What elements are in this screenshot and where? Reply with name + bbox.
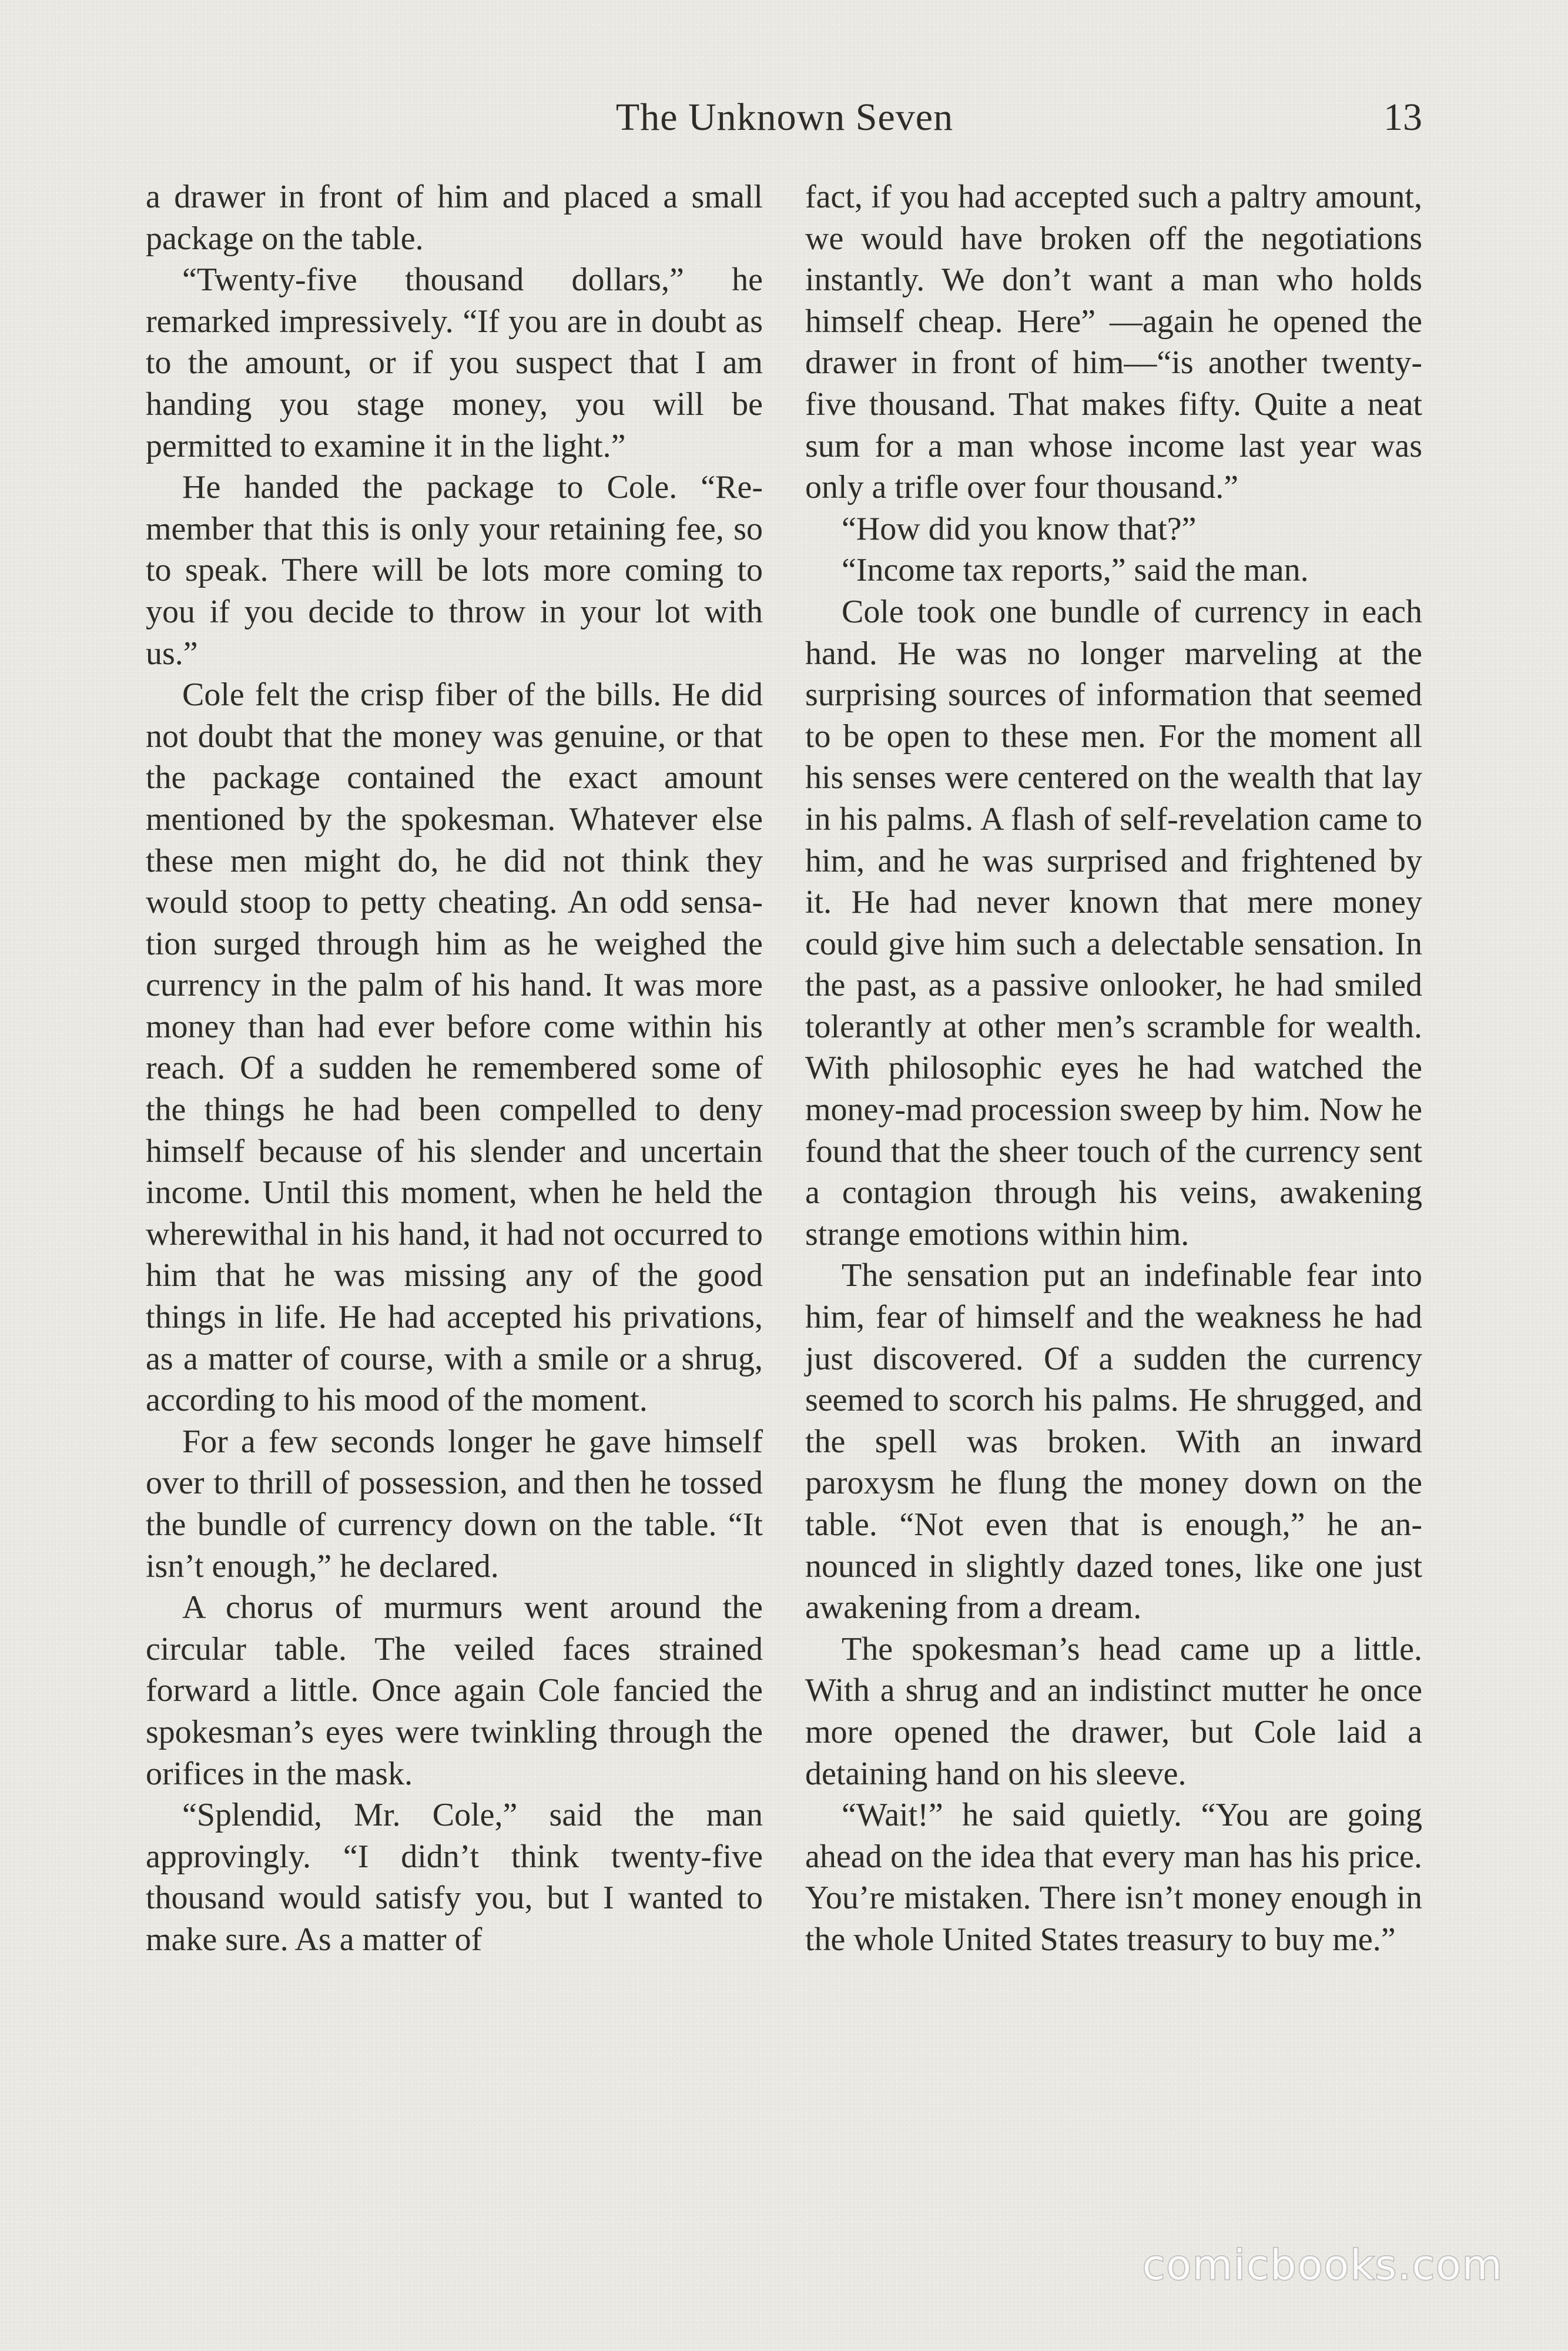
paragraph: He handed the package to Cole. “Remember that this is only your retaining fee, so to speak. There will be lots more coming to you if you decide to throw in your lot with us.” bbox=[146, 469, 763, 672]
paragraph: The sensation put an indefinable fear into him, fear of himself and the weakness he had just discovered. Of a sudden the currency seemed to scorch his palms. He shrugged, and the spell was broken. With an inward paroxysm he flung the money down on the table. “Not even that is enough,” he announced in slightly dazed tones, like one just awakening from a dream. bbox=[805, 1257, 1422, 1626]
paragraph: “How did you know that?” bbox=[842, 510, 1197, 547]
paragraph: “Income tax reports,” said the man. bbox=[842, 552, 1309, 589]
left-column bbox=[146, 176, 763, 1961]
paragraph: “Wait!” he said quietly. “You are going ahead on the idea that every man has his price. You’re mistaken. There isn’t money enough in the whole United States treasury to buy me.” bbox=[805, 1797, 1422, 1958]
page-number: 13 bbox=[1383, 96, 1422, 139]
right-column bbox=[805, 176, 1422, 1961]
paragraph: For a few seconds longer he gave himself over to thrill of possession, and then he tossed the bundle of currency down on the table. “It isn’t enough,” he declared. bbox=[146, 1423, 763, 1585]
paragraph: a drawer in front of him and placed a small package on the table. bbox=[146, 179, 763, 257]
page-header bbox=[147, 88, 1422, 147]
paragraph: “Twenty-five thousand dollars,” he remarked impressively. “If you are in doubt as to the amount, or if you suspect that I am handing you stage money, you will be permitted to examine it in the light.” bbox=[146, 262, 763, 464]
running-title: The Unknown Seven bbox=[615, 96, 954, 139]
watermark: comicbooks.com bbox=[1142, 2241, 1503, 2289]
paragraph: The spokesman’s head came up a little. With a shrug and an indistinct mutter he once more opened the drawer, but Cole laid a detaining hand on his sleeve. bbox=[805, 1630, 1422, 1792]
paragraph: Cole took one bundle of currency in each hand. He was no longer marveling at the surprising sources of information that seemed to be open to these men. For the moment all his senses were centered on the wealth that lay in his palms. A flash of self-revelation came to him, and he was surprised and frightened by it. He had never known that mere money could give him such a delectable sensation. In the past, as a passive onlooker, he had smiled tolerantly at other men’s scramble for wealth. With philosophic eyes he had watched the money-mad procession sweep by him. Now he found that the sheer touch of the currency sent a contagion through his veins, awakening strange emotions within him. bbox=[805, 593, 1422, 1252]
paragraph: “Splendid, Mr. Cole,” said the man approvingly. “I didn’t think twenty-five thousand would satisfy you, but I wanted to make sure. As a matter of bbox=[146, 1797, 763, 1958]
paragraph: Cole felt the crisp fiber of the bills. He did not doubt that the money was genuine, or that the package contained the exact amount mentioned by the spokesman. Whatever else these men might do, he did not think they would stoop to petty cheating. An odd sensation surged through him as he weighed the currency in the palm of his hand. It was more money than had ever before come within his reach. Of a sudden he remembered some of the things he had been compelled to deny himself because of his slender and uncertain income. Until this moment, when he held the wherewithal in his hand, it had not occurred to him that he was missing any of the good things in life. He had accepted his privations, as a matter of course, with a smile or a shrug, according to his mood of the moment. bbox=[146, 677, 763, 1419]
paragraph: A chorus of murmurs went around the circular table. The veiled faces strained forward a little. Once again Cole fancied the spokesman’s eyes were twinkling through the orifices in the mask. bbox=[146, 1589, 763, 1792]
paragraph: fact, if you had accepted such a paltry amount, we would have broken off the negotiations instantly. We don’t want a man who holds himself cheap. Here” —again he opened the drawer in front of him—“is another twenty-five thousand. That makes fifty. Quite a neat sum for a man whose income last year was only a trifle over four thousand.” bbox=[805, 179, 1422, 506]
